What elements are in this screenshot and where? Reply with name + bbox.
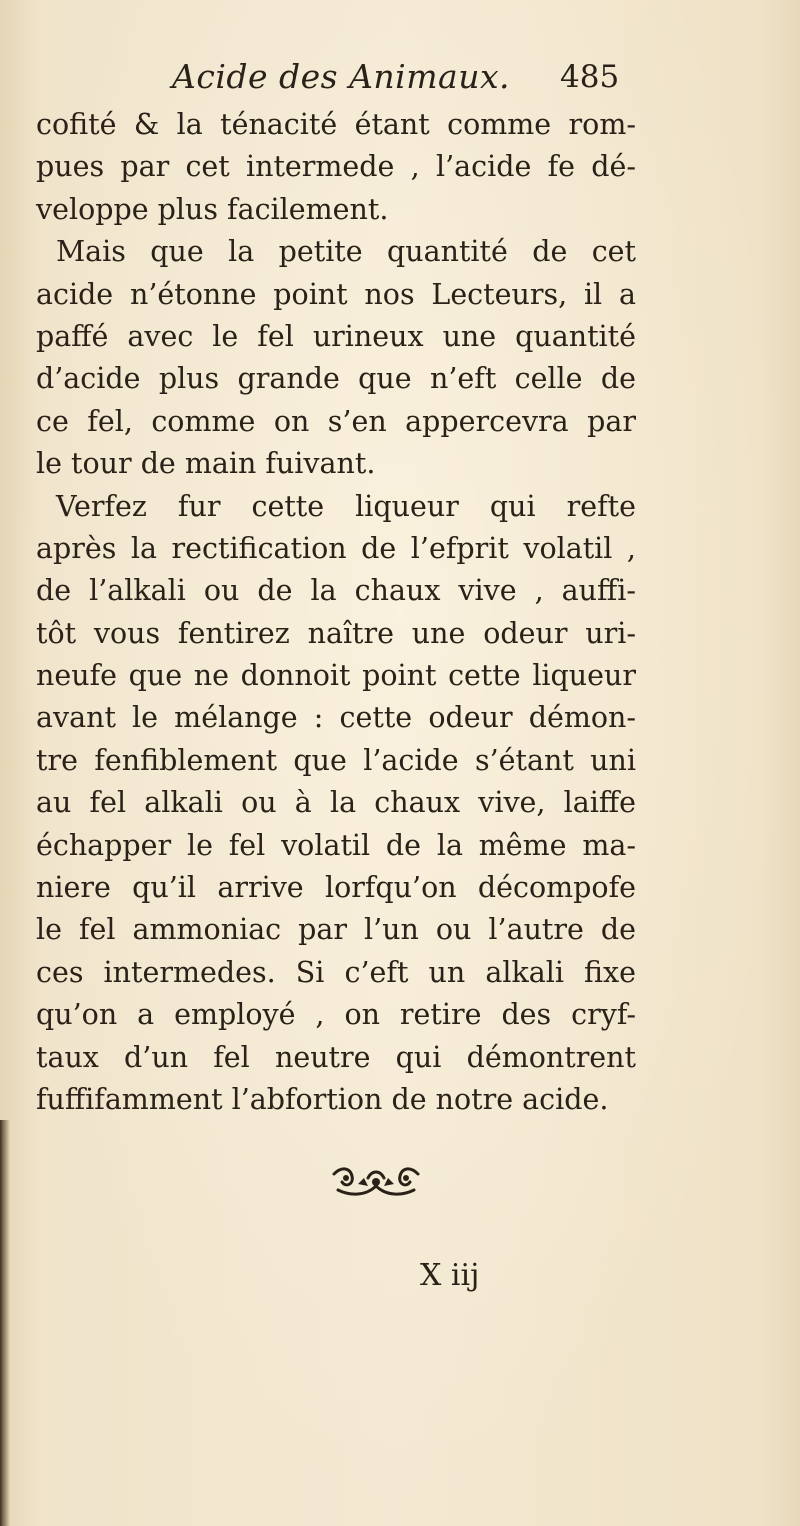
text-line: ce fel, comme on s’en appercevra par xyxy=(36,404,636,438)
text-line: veloppe plus facilement. xyxy=(36,192,389,226)
text-line: le fel ammoniac par l’un ou l’autre de xyxy=(36,913,636,947)
text-line: ces intermedes. Si c’eft un alkali fixe xyxy=(36,955,636,989)
running-title: Acide des Animaux. xyxy=(172,57,511,96)
text-line: Mais que la petite quantité de cet xyxy=(56,235,636,269)
text-line: au fel alkali ou à la chaux vive, laiffe xyxy=(36,786,636,820)
running-head xyxy=(0,52,800,102)
text-line: cofité & la ténacité étant comme rom- xyxy=(36,108,636,141)
text-line: taux d’un fel neutre qui démontrent xyxy=(36,1040,636,1074)
text-line: niere qu’il arrive lorfqu’on décompofe xyxy=(36,871,636,905)
page-edge-shadow xyxy=(0,1120,10,1526)
text-line: d’acide plus grande que n’eft celle de xyxy=(36,362,636,396)
text-line: tôt vous fentirez naître une odeur uri- xyxy=(36,616,636,650)
printers-fleuron-icon xyxy=(328,1160,424,1202)
text-line: Verfez fur cette liqueur qui refte xyxy=(56,489,636,523)
signature-mark: X iij xyxy=(420,1258,480,1293)
text-line: paffé avec le fel urineux une quantité xyxy=(36,319,636,353)
text-line: fuffifamment l’abfortion de notre acide. xyxy=(36,1082,609,1116)
text-line: pues par cet intermede , l’acide fe dé- xyxy=(36,150,636,184)
text-line: qu’on a employé , on retire des cryf- xyxy=(36,998,636,1032)
page-number: 485 xyxy=(560,59,620,95)
text-line: après la rectification de l’efprit volatil , xyxy=(36,531,636,565)
text-line: avant le mélange : cette odeur démon- xyxy=(36,701,636,735)
text-line: de l’alkali ou de la chaux vive , auffi- xyxy=(36,574,636,608)
text-line: échapper le fel volatil de la même ma- xyxy=(36,828,636,862)
text-line: acide n’étonne point nos Lecteurs, il a xyxy=(36,277,636,311)
text-line: le tour de main fuivant. xyxy=(36,447,376,481)
body-text xyxy=(36,104,636,1121)
text-line: tre fenfiblement que l’acide s’étant uni xyxy=(36,743,636,777)
text-line: neufe que ne donnoit point cette liqueur xyxy=(36,659,636,693)
